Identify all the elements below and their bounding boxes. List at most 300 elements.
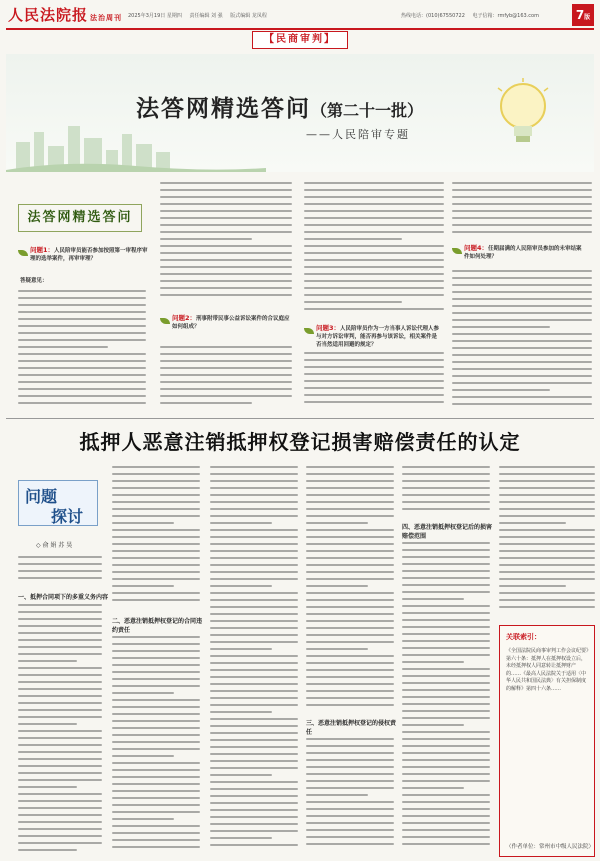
qa-column-3b-text xyxy=(304,352,444,414)
text-line xyxy=(306,550,394,552)
text-line xyxy=(306,536,394,538)
text-line xyxy=(306,690,394,692)
text-line xyxy=(304,210,444,212)
article-col-5-text xyxy=(402,466,490,518)
text-line xyxy=(18,751,102,753)
text-line xyxy=(452,354,592,356)
text-line xyxy=(499,550,595,552)
text-line xyxy=(499,487,595,489)
text-line xyxy=(499,599,595,601)
subhead-1: 一、抵押合同项下的多重义务内容 xyxy=(18,594,109,601)
text-line xyxy=(160,245,292,247)
text-line xyxy=(210,795,298,797)
text-line xyxy=(306,752,394,754)
text-line xyxy=(112,466,200,468)
text-line xyxy=(18,618,102,620)
text-line xyxy=(402,626,490,628)
text-line xyxy=(304,394,444,396)
text-line xyxy=(306,822,394,824)
text-line xyxy=(210,473,298,475)
text-line xyxy=(160,231,292,233)
text-line xyxy=(18,297,146,299)
text-line xyxy=(160,224,292,226)
text-line xyxy=(112,727,200,729)
text-line xyxy=(452,203,592,205)
text-line xyxy=(18,744,102,746)
text-line xyxy=(499,592,595,594)
text-line xyxy=(112,571,200,573)
text-line xyxy=(112,487,200,489)
text-line xyxy=(402,668,490,670)
text-line xyxy=(18,346,108,348)
qa-column-2b-text xyxy=(160,346,292,414)
text-line xyxy=(306,697,394,699)
text-line xyxy=(112,776,200,778)
text-line xyxy=(304,266,444,268)
text-lines xyxy=(160,182,292,296)
text-line xyxy=(112,734,200,736)
text-lines xyxy=(304,352,444,403)
text-line xyxy=(306,557,394,559)
text-line xyxy=(160,388,292,390)
text-line xyxy=(210,732,298,734)
text-line xyxy=(18,779,102,781)
editor-credit: 责任编辑 刘 强 xyxy=(189,13,223,19)
text-line xyxy=(18,702,102,704)
text-line xyxy=(210,704,298,706)
text-line xyxy=(112,592,200,594)
text-line xyxy=(306,487,394,489)
text-line xyxy=(160,259,292,261)
text-line xyxy=(18,311,146,313)
text-lines xyxy=(112,466,200,601)
text-line xyxy=(306,780,394,782)
text-line xyxy=(499,571,595,573)
text-line xyxy=(499,508,595,510)
text-line xyxy=(402,815,490,817)
text-line xyxy=(304,196,444,198)
text-line xyxy=(306,773,394,775)
text-line xyxy=(306,599,394,601)
text-lines xyxy=(402,466,490,510)
question-1: 问题1：人民陪审员能否参加按照第一审程序审理的选举案件，再审审理？ xyxy=(30,246,148,262)
text-lines xyxy=(306,738,394,845)
author-affiliation: （作者单位：常州市中级人民法院） xyxy=(506,844,595,850)
text-line xyxy=(452,305,592,307)
text-line xyxy=(402,703,490,705)
text-line xyxy=(402,794,490,796)
text-line xyxy=(210,480,298,482)
text-line xyxy=(499,473,595,475)
text-line xyxy=(18,723,77,725)
issue-discussion-badge: 问题 探讨 xyxy=(18,480,98,526)
text-line xyxy=(452,291,592,293)
text-lines xyxy=(160,346,292,404)
text-line xyxy=(112,706,200,708)
text-line xyxy=(112,755,174,757)
text-line xyxy=(452,224,592,226)
text-line xyxy=(18,800,102,802)
text-line xyxy=(210,718,298,720)
text-line xyxy=(452,403,592,405)
question-4: 问题4：任期届满的人民陪审员参加的未审结案件如何处理？ xyxy=(464,244,582,260)
text-line xyxy=(160,273,292,275)
text-line xyxy=(306,843,394,845)
text-line xyxy=(306,620,394,622)
text-line xyxy=(402,829,490,831)
text-line xyxy=(304,359,444,361)
text-line xyxy=(18,730,102,732)
text-line xyxy=(18,660,77,662)
text-line xyxy=(112,508,200,510)
text-line xyxy=(304,238,402,240)
text-line xyxy=(306,704,394,706)
text-lines xyxy=(210,466,298,846)
text-line xyxy=(306,578,394,580)
text-line xyxy=(18,807,102,809)
text-line xyxy=(452,333,592,335)
text-line xyxy=(306,738,394,740)
text-line xyxy=(304,287,444,289)
text-line xyxy=(18,814,102,816)
text-line xyxy=(18,646,102,648)
text-line xyxy=(402,591,490,593)
text-line xyxy=(18,709,102,711)
text-line xyxy=(112,599,200,601)
article-col-4b-text xyxy=(306,738,394,856)
text-line xyxy=(112,846,200,848)
leaf-icon xyxy=(304,328,314,334)
text-line xyxy=(452,270,592,272)
text-line xyxy=(452,375,592,377)
text-line xyxy=(304,373,444,375)
text-line xyxy=(112,678,200,680)
text-line xyxy=(160,360,292,362)
text-line xyxy=(210,760,298,762)
text-line xyxy=(112,804,200,806)
subhead-3: 三、恶意注销抵押权登记的侵权责任 xyxy=(306,720,397,736)
text-line xyxy=(112,839,200,841)
text-line xyxy=(18,604,102,606)
text-line xyxy=(18,688,102,690)
text-line xyxy=(210,788,298,790)
text-line xyxy=(499,515,595,517)
text-line xyxy=(499,585,566,587)
text-line xyxy=(306,641,394,643)
text-line xyxy=(112,585,174,587)
related-index-body: 《全国法院民商事审判工作会议纪要》第六十条：抵押人在抵押权设立后，未经抵押权人同意转让抵押财产的……《最高人民法院关于适用〈中华人民共和国民法典〉有关担保制度的解释》第四十六条…… xyxy=(506,648,589,692)
text-line xyxy=(402,549,490,551)
masthead xyxy=(6,4,594,26)
text-line xyxy=(402,556,490,558)
text-line xyxy=(112,557,200,559)
text-line xyxy=(112,643,200,645)
text-line xyxy=(304,189,444,191)
text-line xyxy=(210,830,298,832)
text-line xyxy=(402,731,490,733)
text-lines xyxy=(18,290,146,404)
text-line xyxy=(210,676,298,678)
text-line xyxy=(402,494,490,496)
article-col-1-text xyxy=(18,556,102,588)
text-line xyxy=(306,759,394,761)
answer-label: 答疑意见： xyxy=(20,278,48,284)
text-line xyxy=(210,627,298,629)
text-line xyxy=(402,675,490,677)
text-line xyxy=(402,661,464,663)
text-line xyxy=(210,515,298,517)
text-line xyxy=(452,347,592,349)
text-line xyxy=(402,508,490,510)
text-lines xyxy=(18,556,102,579)
text-line xyxy=(402,724,464,726)
text-line xyxy=(112,783,200,785)
text-line xyxy=(306,829,394,831)
text-line xyxy=(210,774,272,776)
text-line xyxy=(112,480,200,482)
text-line xyxy=(304,224,444,226)
text-line xyxy=(452,361,592,363)
text-line xyxy=(210,753,298,755)
text-line xyxy=(18,793,102,795)
text-line xyxy=(402,577,490,579)
text-line xyxy=(210,816,298,818)
text-line xyxy=(112,501,200,503)
text-line xyxy=(306,648,368,650)
text-line xyxy=(18,681,102,683)
text-line xyxy=(499,557,595,559)
issue-meta xyxy=(128,12,273,19)
text-line xyxy=(18,842,102,844)
text-line xyxy=(306,494,394,496)
text-line xyxy=(112,769,200,771)
text-line xyxy=(160,189,292,191)
text-line xyxy=(18,360,146,362)
text-line xyxy=(306,745,394,747)
text-line xyxy=(499,480,595,482)
text-line xyxy=(306,801,394,803)
article-author: ◇ 俞 娟 苏 昊 xyxy=(36,542,73,549)
text-line xyxy=(112,811,200,813)
text-line xyxy=(306,480,394,482)
text-line xyxy=(210,711,272,713)
related-index-box xyxy=(499,625,595,857)
text-line xyxy=(452,210,592,212)
header-rule xyxy=(6,28,594,30)
text-line xyxy=(18,632,102,634)
issue-date: 2025年3月19日 星期四 xyxy=(128,13,182,19)
banner-subtitle: ——人民陪审专题 xyxy=(306,128,410,141)
text-line xyxy=(18,563,102,565)
text-line xyxy=(402,710,490,712)
text-line xyxy=(18,765,102,767)
text-line xyxy=(402,647,490,649)
text-line xyxy=(402,738,490,740)
text-line xyxy=(210,669,298,671)
text-line xyxy=(210,550,298,552)
text-line xyxy=(18,556,102,558)
text-line xyxy=(306,522,368,524)
text-line xyxy=(112,685,200,687)
text-line xyxy=(402,563,490,565)
text-line xyxy=(402,836,490,838)
lightbulb-icon xyxy=(492,78,554,150)
text-line xyxy=(499,501,595,503)
text-line xyxy=(402,654,490,656)
text-line xyxy=(306,466,394,468)
text-line xyxy=(452,284,592,286)
text-line xyxy=(306,627,394,629)
text-line xyxy=(112,543,200,545)
text-line xyxy=(402,745,490,747)
text-line xyxy=(402,682,490,684)
text-line xyxy=(452,389,550,391)
text-line xyxy=(306,501,394,503)
text-line xyxy=(402,640,490,642)
text-line xyxy=(499,578,595,580)
text-line xyxy=(210,655,298,657)
text-line xyxy=(210,739,298,741)
text-line xyxy=(306,508,394,510)
text-line xyxy=(210,522,272,524)
text-line xyxy=(112,699,200,701)
text-line xyxy=(210,781,298,783)
text-line xyxy=(160,182,292,184)
text-line xyxy=(402,822,490,824)
text-line xyxy=(210,662,298,664)
section-divider xyxy=(6,418,594,419)
text-line xyxy=(304,245,444,247)
text-line xyxy=(18,381,146,383)
text-line xyxy=(210,613,298,615)
text-line xyxy=(112,832,200,834)
text-line xyxy=(112,790,200,792)
text-line xyxy=(210,536,298,538)
text-line xyxy=(210,802,298,804)
banner-title: 法答网精选答问（第二十一批） xyxy=(136,95,424,122)
text-line xyxy=(304,308,444,310)
text-line xyxy=(18,325,146,327)
text-line xyxy=(304,352,444,354)
text-line xyxy=(112,650,200,652)
article-col-2b-text xyxy=(112,636,200,856)
leaf-icon xyxy=(452,248,462,254)
text-line xyxy=(18,639,102,641)
text-line xyxy=(304,387,444,389)
text-line xyxy=(304,252,444,254)
text-lines xyxy=(452,182,592,233)
text-line xyxy=(210,494,298,496)
text-line xyxy=(210,725,298,727)
layout-credit: 版式编辑 龙凤程 xyxy=(230,13,267,19)
text-line xyxy=(452,312,592,314)
text-line xyxy=(210,466,298,468)
article-col-5b-text xyxy=(402,542,490,856)
text-line xyxy=(402,801,490,803)
text-line xyxy=(210,592,298,594)
text-line xyxy=(18,402,146,404)
text-line xyxy=(112,657,200,659)
text-line xyxy=(402,752,490,754)
text-line xyxy=(306,564,394,566)
text-line xyxy=(18,625,102,627)
text-line xyxy=(160,266,292,268)
text-line xyxy=(210,648,272,650)
text-line xyxy=(210,585,272,587)
text-line xyxy=(306,808,394,810)
text-line xyxy=(112,522,174,524)
text-line xyxy=(18,835,102,837)
text-line xyxy=(304,182,444,184)
email: 电子信箱：rmfyb@163.com xyxy=(472,13,539,19)
text-line xyxy=(306,634,394,636)
text-line xyxy=(18,290,146,292)
text-line xyxy=(402,696,490,698)
text-line xyxy=(18,388,146,390)
text-line xyxy=(306,613,394,615)
subhead-2: 二、恶意注销抵押权登记的合同违约责任 xyxy=(112,618,203,634)
text-line xyxy=(210,641,298,643)
text-line xyxy=(210,501,298,503)
qa-column-4b-text xyxy=(452,270,592,414)
text-line xyxy=(306,683,394,685)
text-line xyxy=(210,690,298,692)
text-line xyxy=(112,636,200,638)
text-line xyxy=(112,825,200,827)
text-line xyxy=(210,823,298,825)
text-line xyxy=(452,277,592,279)
text-line xyxy=(18,667,102,669)
article-title: 抵押人恶意注销抵押权登记损害赔偿责任的认定 xyxy=(79,430,521,454)
text-line xyxy=(402,612,490,614)
text-line xyxy=(402,633,490,635)
text-line xyxy=(210,487,298,489)
text-line xyxy=(112,720,200,722)
text-line xyxy=(18,737,102,739)
article-col-1b-text xyxy=(18,604,102,856)
text-line xyxy=(112,692,174,694)
text-line xyxy=(210,571,298,573)
text-line xyxy=(210,508,298,510)
text-line xyxy=(304,401,444,403)
text-line xyxy=(210,683,298,685)
text-line xyxy=(304,217,444,219)
text-line xyxy=(160,203,292,205)
text-line xyxy=(402,808,490,810)
text-line xyxy=(402,487,490,489)
text-line xyxy=(18,828,102,830)
text-line xyxy=(499,494,595,496)
text-line xyxy=(18,695,102,697)
text-line xyxy=(18,304,146,306)
text-line xyxy=(306,543,394,545)
text-line xyxy=(402,787,464,789)
text-line xyxy=(112,762,200,764)
contact-info xyxy=(401,12,545,19)
text-line xyxy=(402,619,490,621)
text-line xyxy=(402,501,490,503)
text-line xyxy=(306,585,368,587)
text-line xyxy=(306,473,394,475)
question-2: 问题2：刑事附带民事公益诉讼案件的合议庭应如何组成？ xyxy=(172,314,290,330)
text-line xyxy=(304,231,444,233)
qa-column-4-text xyxy=(452,182,592,238)
qa-column-1-text xyxy=(18,290,146,414)
text-line xyxy=(18,786,77,788)
text-line xyxy=(304,203,444,205)
subhead-4: 四、恶意注销抵押权登记后的损害赔偿范围 xyxy=(402,524,493,540)
text-line xyxy=(499,522,566,524)
